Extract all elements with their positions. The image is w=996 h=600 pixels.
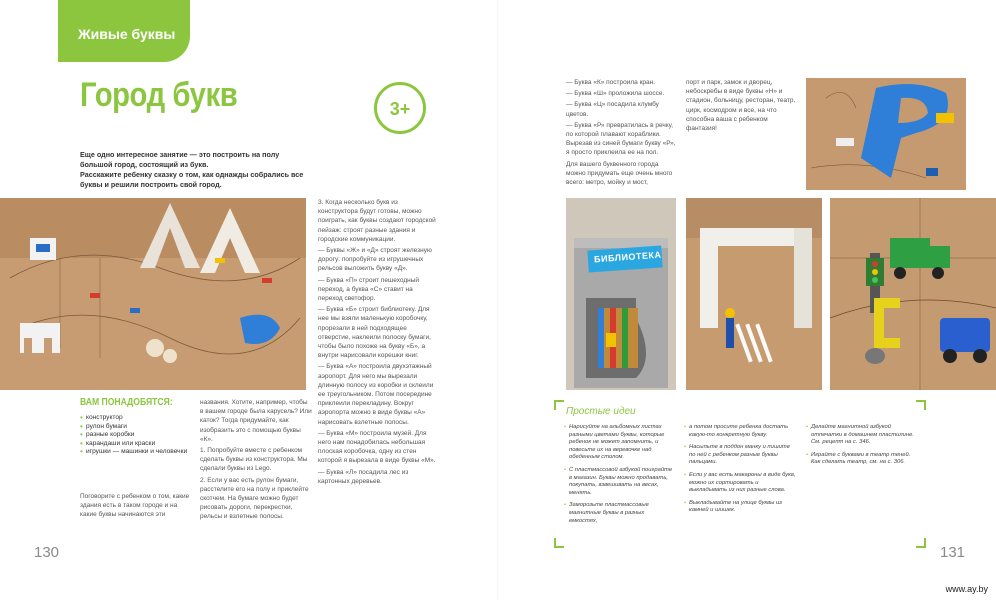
materials-item: • рулон бумаги (80, 423, 230, 432)
instruction-text: — Буква «Б» строит библиотеку. Для нее мы взяли маленькую коробочку, прорезали в ней подходящее отверстие, наклеили полоску бумаги, чтобы было похоже на букву «Б», а внутри нарисовали корешки книг. (318, 306, 431, 360)
simple-ideas-title: Простые идеи (566, 406, 636, 417)
library-sign: БИБЛИОТЕКА (593, 249, 662, 265)
intro-text (80, 150, 312, 190)
book-spine (497, 0, 499, 600)
page-number-right: 131 (940, 544, 966, 561)
idea-item: • Нарисуйте на альбомных листах разными цветами буквы, которые ребенок не может запомнить, и повесьте их на веревочке над обеденным столом. (564, 424, 674, 462)
body-paragraph: — Буква «Р» превратилась в речку, по которой плавают кораблики. Вырезав из синей бумаги букву «Р», я просто приклеила ее на пол. (566, 121, 676, 157)
instruction-text: — Буква «А» построила двухэтажный аэропорт. Для него мы вырезали длинную полосу из коробки и склеили ее треугольником. Потом посередине приклеили перекладину. Вокруг аэропорта можно в виде буквы «А» нарисовать взлетные полосы. (318, 363, 434, 426)
idea-item: • Насыпьте в поддон манку и пишите по ней с ребенком разные буквы пальцами. (684, 444, 796, 467)
instruction-text: — Буква «П» строит пешеходный переход, а буква «С» ставит на переход светофор. (318, 276, 420, 303)
materials-item: • разные коробки (80, 431, 230, 440)
body-paragraph: порт и парк, замок и дворец, небоскребы в виде буквы «Н» и стадион, больницу, ресторан, театр, цирк, космодром и все, на что способна ваша с ребенком фантазия! (686, 79, 796, 133)
instruction-text: — Буква «Л» посадила лес из картонных деревьев. (318, 468, 409, 485)
idea-item: • Выкладывайте на улице буквы из камней и шишек. (684, 500, 796, 515)
idea-item: • Если у вас есть макароны в виде букв, можно их сортировать и выкладывать из них разные слова. (684, 472, 796, 495)
idea-item: • Делайте магнитной азбукой отпечатки в домашнем пластилине. См. рецепт на с. 346. (806, 424, 918, 447)
body-paragraph: названия. Хотите, например, чтобы в вашем городе была карусель? Или каток? Тогда придумайте, как изобразить это с помощью буквы «К». (200, 399, 312, 443)
body-paragraph: — Буква «Ш» проложила шоссе. (566, 90, 665, 98)
watermark: www.ay.by (945, 584, 988, 594)
instruction-text: 3. Когда несколько букв из конструктора будут готовы, можно поиграть, как буквы создают городской пейзаж: строят разные здания и городские коммуникации. (318, 199, 436, 243)
intro-paragraph: Еще одно интересное занятие — это построить на полу большой город, состоящий из букв. (80, 150, 280, 169)
age-badge-label: 3+ (389, 99, 411, 119)
letter-city-photo (0, 198, 306, 390)
ideas-column-3 (806, 424, 918, 472)
materials-item: • карандаши или краски (80, 440, 230, 449)
section-tab-label: Живые буквы (78, 26, 176, 42)
body-paragraph: 2. Если у вас есть рулон бумаги, расстелите его на полу и приклейте скотчем. На бумаге можно будет рисовать дороги, перекрестки, рельсы и взлетные полосы. (200, 476, 309, 521)
materials-item: • конструктор (80, 414, 230, 423)
right-page-column-2 (686, 78, 796, 135)
materials-title: ВАМ ПОНАДОБЯТСЯ: (80, 397, 173, 408)
crosswalk-photo (686, 198, 822, 390)
body-paragraph: — Буква «К» построила кран. (566, 79, 656, 86)
idea-item: • Играйте с буквами в театр теней. Как сделать театр, см. на с. 306. (806, 452, 918, 467)
right-page-column-1 (566, 78, 678, 189)
body-paragraph: Поговорите с ребенком о том, какие здания есть в таком городе и на какие буквы начинаются эти (80, 493, 190, 519)
page-number-left: 130 (34, 544, 60, 561)
left-bottom-text (80, 492, 192, 522)
section-tab (58, 0, 190, 62)
page-title: Город букв (80, 76, 238, 114)
idea-item: • Заморозьте пластмассовые магнитные буквы в разных емкостях, (564, 502, 674, 525)
ideas-column-2 (684, 424, 796, 520)
instruction-text: — Буквы «Ж» и «Д» строят железную дорогу: попробуйте из игрушечных рельсов выложить букву «Д». (318, 247, 432, 273)
river-letter-photo (806, 78, 966, 190)
body-paragraph: — Буква «Ц» посадила клумбу цветов. (566, 101, 659, 118)
instruction-text: — Буква «М» построила музей. Для него нам понадобилась небольшая плоская коробочка, одну из стен которой я вырезала в виде буквы «М». (318, 429, 436, 465)
ideas-column-1 (564, 424, 674, 530)
library-box-photo (566, 198, 676, 390)
instructions-column (318, 198, 436, 488)
body-paragraph: Для вашего буквенного города можно придумать еще очень много всего: метро, мойку и мост, (566, 160, 673, 187)
intro-paragraph: Расскажите ребенку сказку о том, как однажды собрались все буквы и решили построить свой город. (80, 170, 304, 189)
materials-item: • игрушки — машинки и человечки (80, 448, 230, 457)
body-paragraph: 1. Попробуйте вместе с ребенком сделать буквы из конструктора. Мы сделали буквы из Lego. (200, 447, 308, 473)
middle-column (200, 398, 312, 524)
simple-ideas-box (554, 400, 926, 548)
idea-item: • а потом просите ребенка достать какую-то конкретную букву. (684, 424, 796, 439)
traffic-light-photo (830, 198, 996, 390)
idea-item: • С пластмассовой азбукой поиграйте в магазин. Буквы можно продавать, покупать, взвешивать на весах, менять. (564, 467, 674, 497)
age-badge (374, 82, 426, 134)
